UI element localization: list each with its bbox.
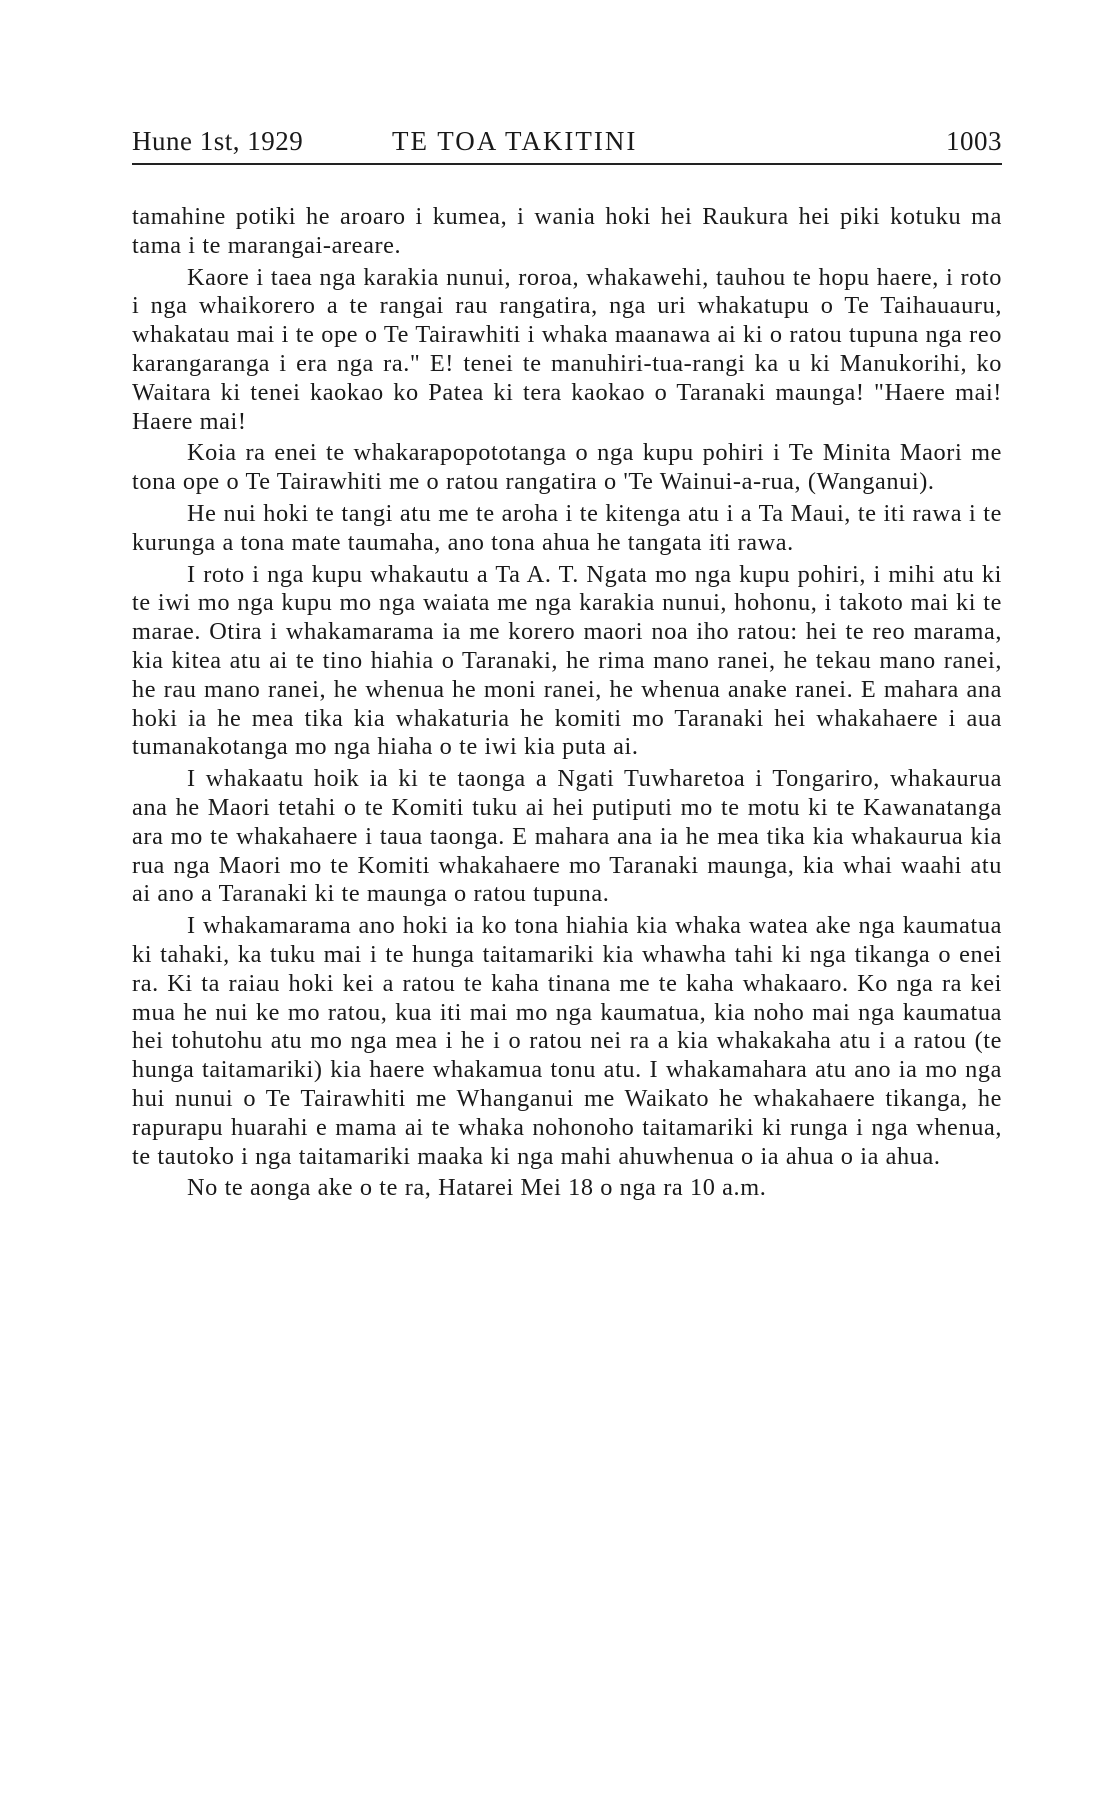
article-body [132,203,1002,1203]
page-number: 1003 [946,126,1002,156]
paragraph: I whakamarama ano hoki ia ko tona hiahia kia whaka watea ake nga kaumatua ki tahaki, ka tuku mai i te hunga taitamariki kia whawha tahi ki nga tikanga o enei ra. Ki ta raiau hoki kei a ratou te kaha tinana me te kaha whakaaro. Ko nga ra kei mua he nui ke mo ratou, kua iti mai mo nga kaumatua, kia noho mai nga kaumatua hei tohutohu atu mo nga mea i he i o ratou nei ra a kia whakakaha atu i a ratou (te hunga taitamariki) kia haere whakamua tonu atu. I whakamahara atu ano ia mo nga hui nunui o Te Tairawhiti me Whanganui me Waikato he whakahaere tikanga, he rapurapu huarahi e mama ai te whaka nohonoho taitamariki ki runga i nga whenua, te tautoko i nga taitamariki maaka ki nga mahi ahuwhenua o ia ahua o ia ahua. [132,912,1002,1170]
issue-date: Hune 1st, 1929 [132,126,304,156]
paragraph: No te aonga ake o te ra, Hatarei Mei 18 o nga ra 10 a.m. [187,1174,767,1202]
paragraph: I whakaatu hoik ia ki te taonga a Ngati Tuwharetoa i Tongariro, whakaurua ana he Maori tetahi o te Komiti tuku ai hei putiputi mo te motu ki te Kawanatanga ara mo te whakahaere i taua taonga. E mahara ana ia he mea tika kia whakaurua kia rua nga Maori mo te Komiti whakahaere mo Taranaki maunga, kia whai waahi atu ai ano a Taranaki ki te maunga o ratou tupuna. [132,765,1002,908]
paragraph: I roto i nga kupu whakautu a Ta A. T. Ngata mo nga kupu pohiri, i mihi atu ki te iwi mo nga kupu mo nga waiata me nga karakia nunui, hohonu, i takoto mai ki te marae. Otira i whakamarama ia me korero maori noa iho ratou: hei te reo marama, kia kitea atu ai te tino hiahia o Taranaki, he rima mano ranei, he tekau mano ranei, he rau mano ranei, he whenua he moni ranei, he whenua anake ranei. E mahara ana hoki ia he mea tika kia whakaturia he komiti mo Taranaki hei whakahaere i aua tumanakotanga mo nga hiaha o te iwi kia puta ai. [132,560,1002,761]
page-header [132,126,1002,165]
page [132,126,1002,1203]
paragraph: Koia ra enei te whakarapopototanga o nga kupu pohiri i Te Minita Maori me tona ope o Te Tairawhiti me o ratou rangatira o 'Te Wainui-a-rua, (Wanganui). [132,439,1002,496]
publication-title: TE TOA TAKITINI [392,126,638,156]
paragraph: Kaore i taea nga karakia nunui, roroa, whakawehi, tauhou te hopu haere, i roto i nga whaikorero a te rangai rau rangatira, nga uri whakatupu o Te Taihauauru, whakatau mai i te ope o Te Tairawhiti i whaka maanawa ai ki o ratou tupuna nga reo karangaranga i era nga ra." E! tenei te manuhiri-tua-rangi ka u ki Manukorihi, ko Waitara ki tenei kaokao ko Patea ki tera kaokao o Taranaki maunga! "Haere mai! Haere mai! [132,263,1002,435]
paragraph: tamahine potiki he aroaro i kumea, i wania hoki hei Raukura hei piki kotuku ma tama i te marangai-areare. [132,203,1002,259]
paragraph: He nui hoki te tangi atu me te aroha i te kitenga atu i a Ta Maui, te iti rawa i te kurunga a tona mate taumaha, ano tona ahua he tangata iti rawa. [132,499,1002,556]
